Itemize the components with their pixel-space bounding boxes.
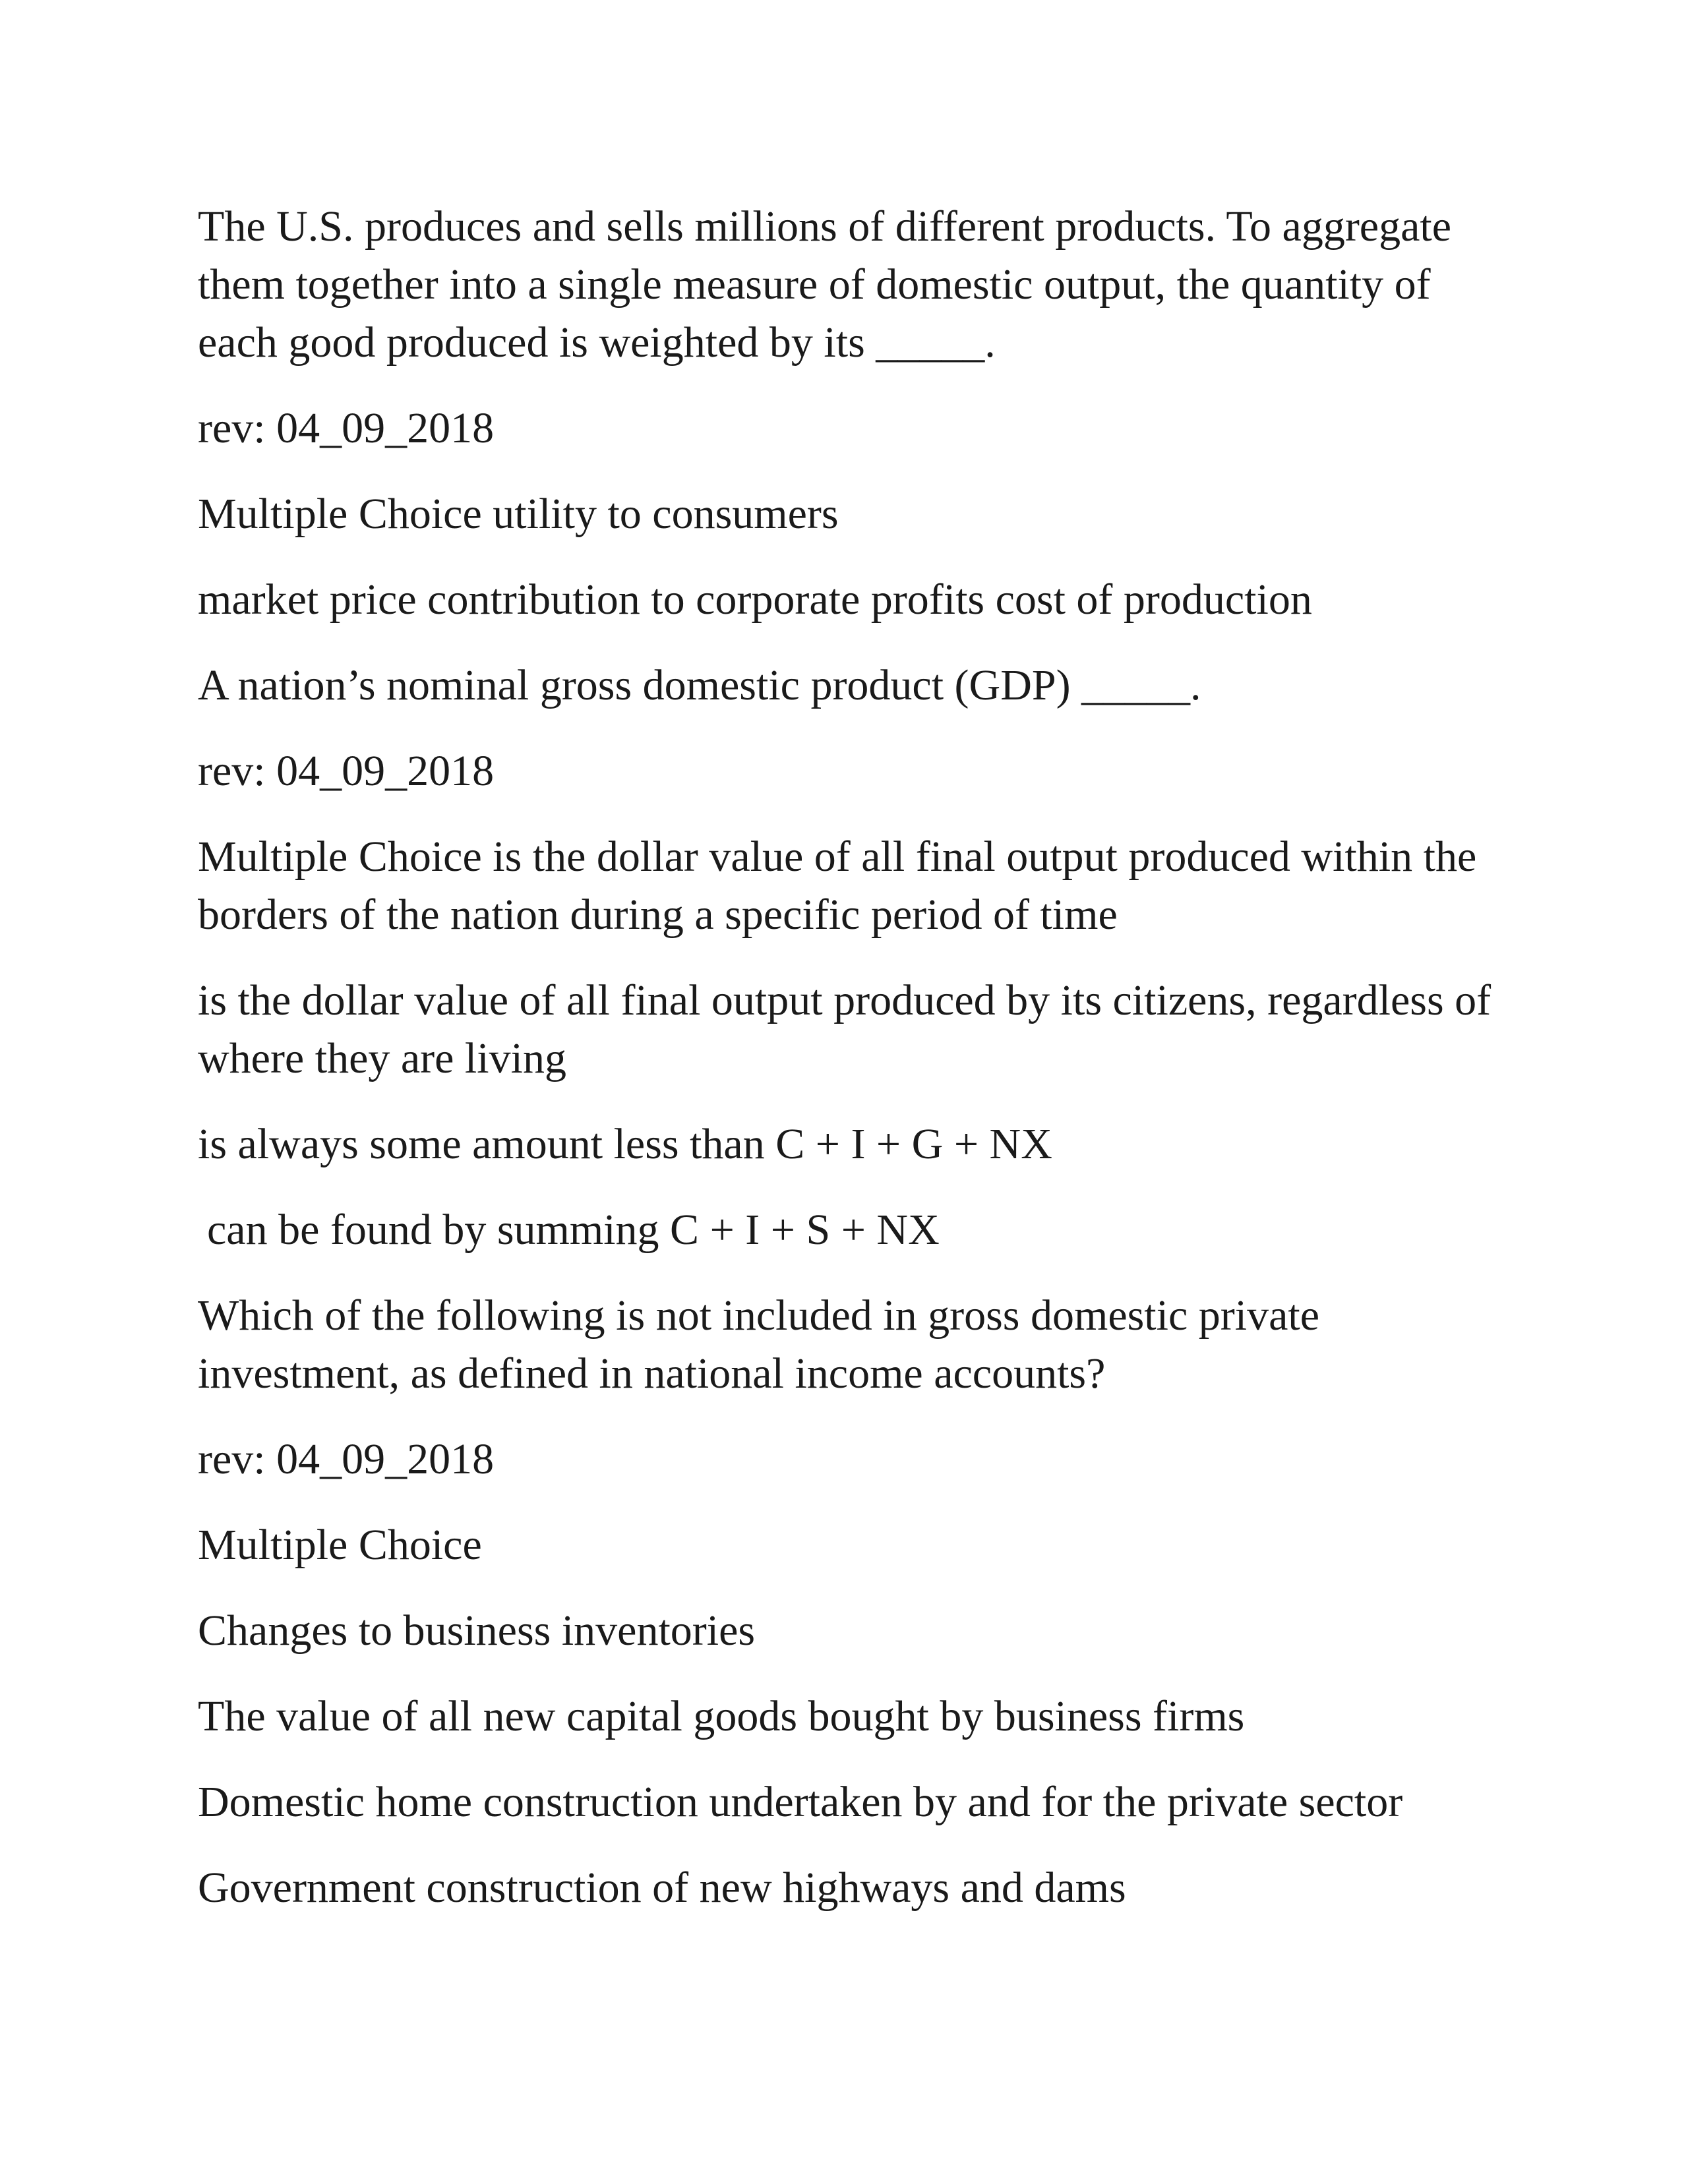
question-3-text: Which of the following is not included in gross domestic private investment, as defined in national income accounts? (198, 1291, 1320, 1398)
question-3-revision: rev: 04_09_2018 (198, 1435, 495, 1483)
question-2-choice-2: is the dollar value of all final output produced by its citizens, regardless of where they are living (198, 976, 1492, 1082)
document-body (198, 198, 1517, 1945)
question-3-choice-heading: Multiple Choice (198, 1521, 482, 1569)
question-2-revision: rev: 04_09_2018 (198, 747, 495, 795)
question-3-choice-3: Domestic home construction undertaken by and for the private sector (198, 1778, 1403, 1826)
question-3-choice-2: The value of all new capital goods bought by business firms (198, 1692, 1245, 1740)
question-1-choices-line-2: market price contribution to corporate profits cost of production (198, 576, 1312, 624)
question-1-revision: rev: 04_09_2018 (198, 404, 495, 452)
question-3-choice-4: Government construction of new highways and dams (198, 1864, 1126, 1912)
question-2-choice-4: can be found by summing C + I + S + NX (207, 1206, 940, 1254)
question-1-choices-line-1: Multiple Choice utility to consumers (198, 490, 839, 538)
question-3-choice-1: Changes to business inventories (198, 1607, 756, 1655)
question-2-text: A nation’s nominal gross domestic product (GDP) _____. (198, 661, 1201, 709)
question-2-choice-3: is always some amount less than C + I + G + NX (198, 1120, 1052, 1168)
question-1-text: The U.S. produces and sells millions of different products. To aggregate them together into a single measure of domestic output, the quantity of each good produced is weighted by its _____. (198, 202, 1452, 367)
question-2-choice-1: Multiple Choice is the dollar value of all final output produced within the borders of the nation during a specific period of time (198, 833, 1477, 939)
